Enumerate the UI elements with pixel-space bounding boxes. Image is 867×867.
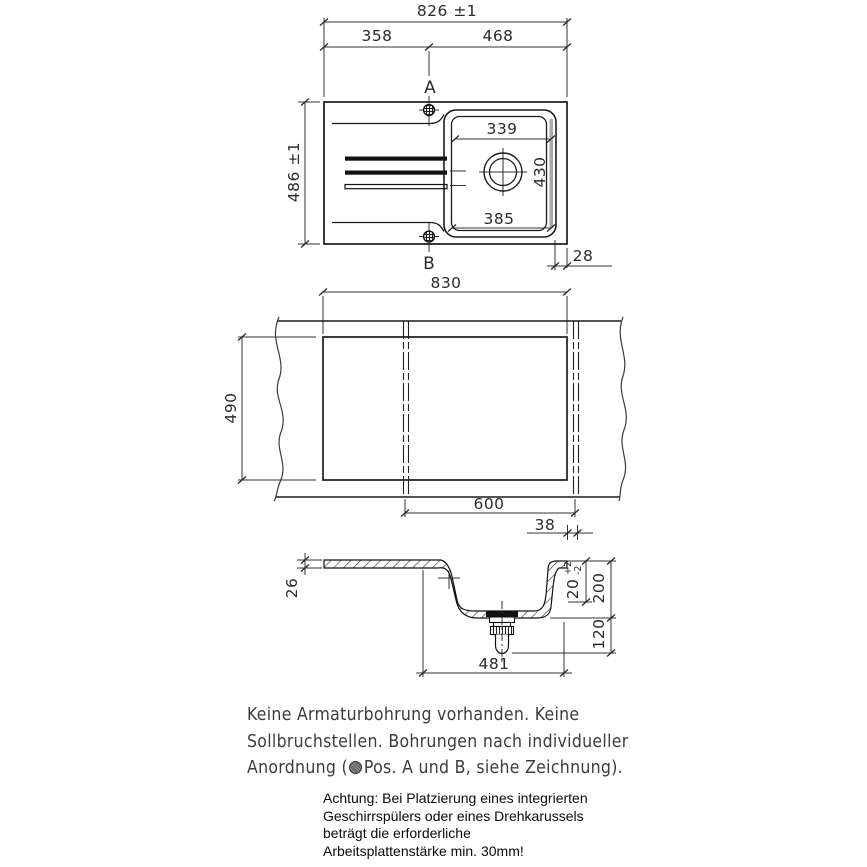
label-hole-a: A — [424, 78, 436, 98]
drainboard-grooves — [345, 157, 447, 189]
dim-cutout-width: 830 — [430, 274, 462, 292]
dim-overall-width: 826 ±1 — [416, 2, 478, 20]
note-line-3-post: Pos. A und B, siehe Zeichnung). — [363, 758, 623, 778]
note-line-1: Keine Armaturbohrung vorhanden. Keine — [247, 705, 580, 725]
top-view-dim-lines — [298, 18, 612, 270]
warning-line-3: beträgt die erforderliche — [323, 825, 471, 841]
cutout-rect — [323, 337, 567, 480]
label-hole-b: B — [423, 254, 435, 274]
dim-rim-tol-minus: -2 — [573, 565, 584, 575]
dim-bowl-depth: 430 — [531, 156, 549, 188]
cabinet-wall-lines — [404, 321, 579, 497]
note-text — [247, 702, 667, 782]
warning-line-1: Achtung: Bei Platzierung eines integrierten — [323, 790, 588, 806]
sink-section-profile — [324, 560, 567, 618]
warning-line-2: Geschirrspülers oder eines Drehkarussels — [323, 807, 584, 824]
warning-line-4: Arbeitsplattenstärke min. 30mm! — [323, 842, 524, 859]
dim-section-bowl-depth: 200 — [590, 572, 608, 604]
cutout-dim-lines — [238, 292, 593, 540]
countertop-edges — [276, 321, 621, 497]
hole-position-icon — [349, 761, 362, 774]
hole-marker-b — [424, 231, 435, 242]
dim-rim-thickness: 26 — [283, 577, 301, 599]
note-line-3-pre: Anordnung ( — [247, 758, 348, 778]
dim-cabinet-width: 600 — [473, 495, 505, 513]
dim-edge-offset: 28 — [572, 247, 594, 265]
dim-right-width: 468 — [482, 27, 514, 45]
dim-rim-height: 20 — [564, 578, 582, 600]
countertop-break-line-right — [619, 317, 626, 501]
dim-cutout-offset: 38 — [534, 516, 556, 534]
hole-marker-a — [424, 105, 435, 116]
cutout-view — [222, 274, 626, 540]
note-line-3 — [247, 755, 667, 782]
top-view — [285, 2, 612, 274]
dim-clearance: 120 — [590, 618, 608, 650]
dim-cutout-depth: 490 — [222, 392, 240, 424]
dim-left-width: 358 — [361, 27, 393, 45]
bowl-slope-accent — [550, 119, 554, 228]
note-line-2: Sollbruchstellen. Bohrungen nach individueller — [247, 731, 629, 752]
warning-text — [323, 790, 653, 860]
dim-rim-tol-plus: +2 — [563, 560, 574, 575]
dim-bowl-width-top: 339 — [486, 120, 518, 138]
dim-section-bowl-width: 481 — [478, 655, 510, 673]
dim-overall-depth: 486 ±1 — [285, 141, 303, 203]
dim-bowl-width-bottom: 385 — [483, 210, 515, 228]
countertop-break-line-left — [274, 317, 283, 501]
section-view — [283, 553, 616, 677]
